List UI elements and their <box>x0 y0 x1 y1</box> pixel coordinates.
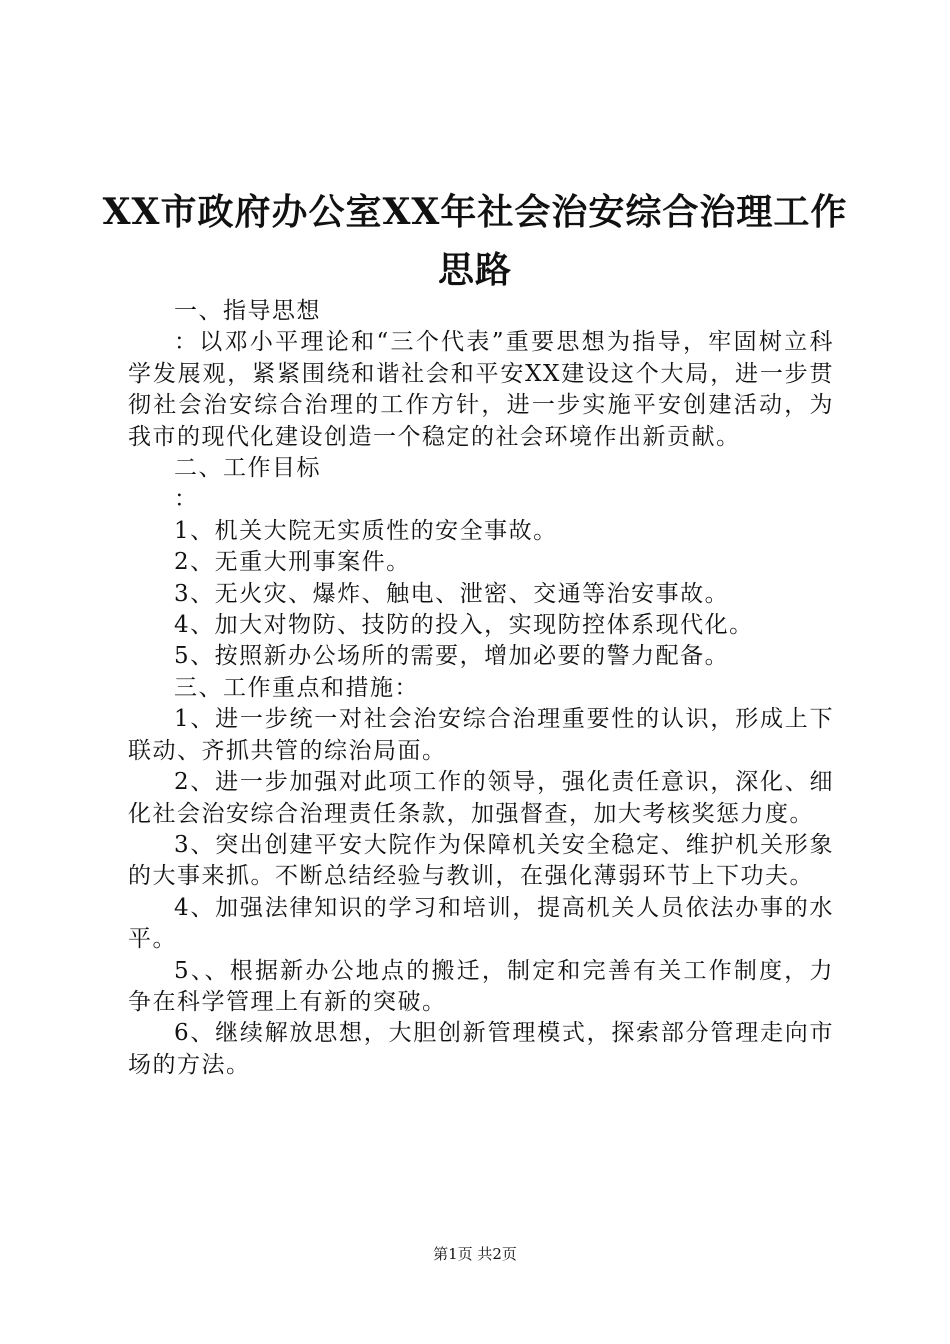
goal-item-1: 1、机关大院无实质性的安全事故。 <box>174 517 558 544</box>
goal-item-5: 5、按照新办公场所的需要，增加必要的警力配备。 <box>174 643 730 670</box>
paragraph-colon: ： <box>174 486 199 513</box>
measure-item-4: 4、加强法律知识的学习和培训，提高机关人员依法办事的水平。 <box>128 894 834 953</box>
goal-item-2: 2、无重大刑事案件。 <box>174 549 411 576</box>
heading-key-measures: 三、工作重点和措施： <box>174 674 419 701</box>
document-title-line1: XX市政府办公室XX年社会治安综合治理工作 <box>102 191 848 233</box>
measure-item-5: 5、、根据新办公地点的搬迁，制定和完善有关工作制度，力争在科学管理上有新的突破。 <box>128 957 834 1015</box>
heading-guiding-ideology: 一、指导思想 <box>174 298 321 324</box>
measure-item-6: 6、继续解放思想，大胆创新管理模式，探索部分管理走向市场的方法。 <box>128 1020 834 1078</box>
document-title-line2: 思路 <box>437 249 512 291</box>
document-body <box>128 296 834 1081</box>
goal-item-4: 4、加大对物防、技防的投入，实现防控体系现代化。 <box>174 612 754 639</box>
measure-item-1: 1、进一步统一对社会治安综合治理重要性的认识，形成上下联动、齐抓共管的综治局面。 <box>128 706 834 764</box>
goal-item-3: 3、无火灾、爆炸、触电、泄密、交通等治安事故。 <box>174 580 730 607</box>
heading-work-goals: 二、工作目标 <box>174 455 321 482</box>
page-number-footer: 第1页 共2页 <box>433 1245 517 1263</box>
measure-item-3: 3、突出创建平安大院作为保障机关安全稳定、维护机关形象的大事来抓。不断总结经验与教训，在强化薄弱环节上下功夫。 <box>128 831 834 890</box>
paragraph-guiding-ideology: ：以邓小平理论和“三个代表”重要思想为指导，牢固树立科学发展观，紧紧围绕和谐社会和平安XX建设这个大局，进一步贯彻社会治安综合治理的工作方针，进一步实施平安创建活动，为我市的现代化建设创造一个稳定的社会环境作出新贡献。 <box>128 329 834 450</box>
measure-item-2: 2、进一步加强对此项工作的领导，强化责任意识，深化、细化社会治安综合治理责任条款，加强督查，加大考核奖惩力度。 <box>128 769 834 827</box>
